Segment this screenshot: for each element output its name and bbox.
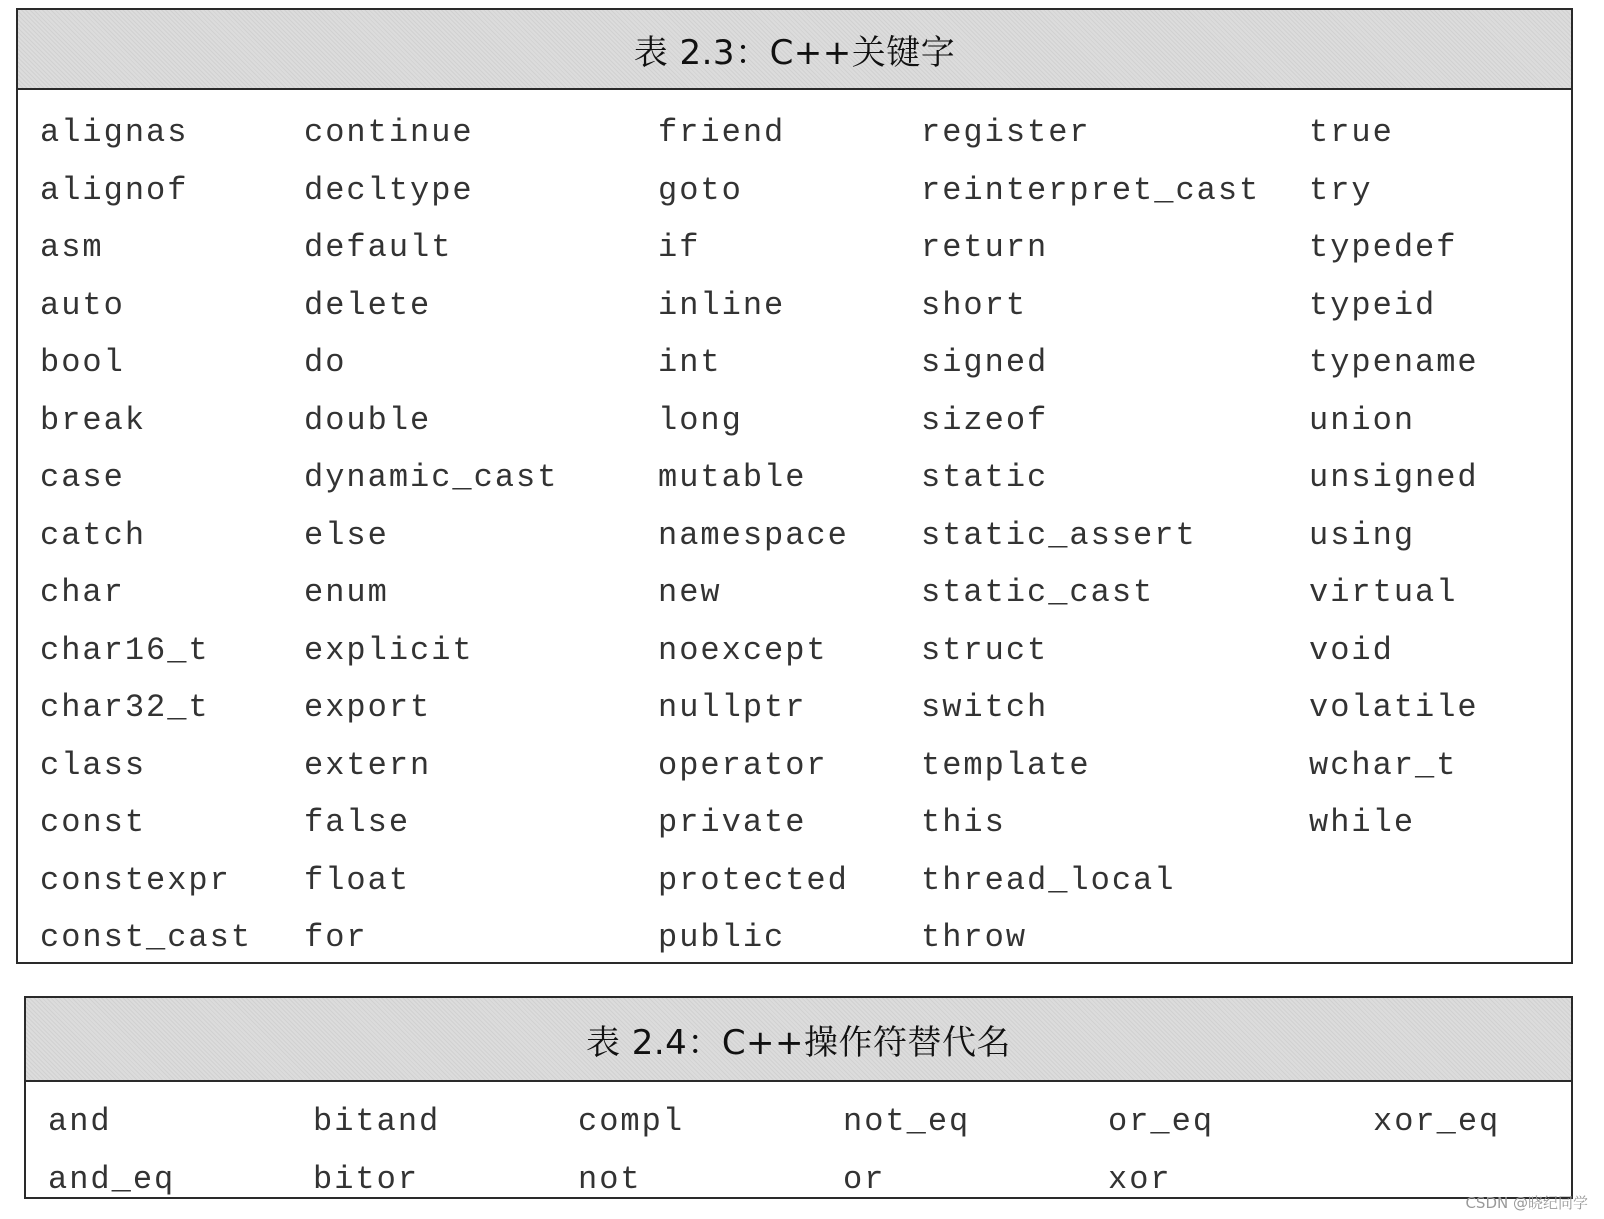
operator-cell: not_eq bbox=[843, 1102, 971, 1140]
keyword-cell: explicit bbox=[304, 631, 474, 669]
keyword-cell: reinterpret_cast bbox=[921, 171, 1261, 209]
keyword-cell: const bbox=[40, 804, 147, 842]
keyword-cell: signed bbox=[921, 344, 1049, 382]
keyword-cell: class bbox=[40, 746, 147, 784]
keyword-cell: void bbox=[1309, 631, 1394, 669]
keyword-cell: mutable bbox=[658, 459, 807, 497]
keyword-cell: static_assert bbox=[921, 516, 1197, 554]
keyword-cell: true bbox=[1309, 114, 1394, 152]
keyword-cell: noexcept bbox=[658, 631, 828, 669]
keyword-cell: do bbox=[304, 344, 347, 382]
keyword-cell: new bbox=[658, 574, 722, 612]
keywords-table-caption: 表 2.3：C++关键字 bbox=[18, 10, 1571, 90]
keyword-cell: if bbox=[658, 229, 701, 267]
keywords-table bbox=[16, 8, 1573, 964]
keyword-cell: enum bbox=[304, 574, 389, 612]
keyword-cell: int bbox=[658, 344, 722, 382]
keyword-cell: nullptr bbox=[658, 689, 807, 727]
keyword-cell: alignas bbox=[40, 114, 189, 152]
keyword-cell: float bbox=[304, 861, 411, 899]
keyword-cell: typename bbox=[1309, 344, 1479, 382]
keyword-cell: operator bbox=[658, 746, 828, 784]
keyword-cell: struct bbox=[921, 631, 1049, 669]
keyword-cell: alignof bbox=[40, 171, 189, 209]
operator-cell: compl bbox=[578, 1102, 685, 1140]
keyword-cell: continue bbox=[304, 114, 474, 152]
keyword-cell: bool bbox=[40, 344, 125, 382]
keyword-cell: friend bbox=[658, 114, 786, 152]
operator-cell: and_eq bbox=[48, 1160, 176, 1198]
keyword-cell: double bbox=[304, 401, 432, 439]
keyword-cell: this bbox=[921, 804, 1006, 842]
keyword-cell: thread_local bbox=[921, 861, 1176, 899]
keyword-cell: dynamic_cast bbox=[304, 459, 559, 497]
keyword-cell: virtual bbox=[1309, 574, 1458, 612]
keyword-cell: goto bbox=[658, 171, 743, 209]
keywords-grid bbox=[18, 90, 1571, 967]
operator-cell: or bbox=[843, 1160, 886, 1198]
keyword-cell: protected bbox=[658, 861, 849, 899]
keyword-cell: typedef bbox=[1309, 229, 1458, 267]
keyword-cell: for bbox=[304, 919, 368, 957]
keyword-cell: long bbox=[658, 401, 743, 439]
keyword-cell: volatile bbox=[1309, 689, 1479, 727]
keyword-cell: asm bbox=[40, 229, 104, 267]
keyword-cell: static bbox=[921, 459, 1049, 497]
keyword-cell: break bbox=[40, 401, 147, 439]
keyword-cell: union bbox=[1309, 401, 1416, 439]
keyword-cell: const_cast bbox=[40, 919, 253, 957]
operator-cell: bitor bbox=[313, 1160, 420, 1198]
keyword-cell: register bbox=[921, 114, 1091, 152]
keyword-cell: export bbox=[304, 689, 432, 727]
operator-cell: xor bbox=[1108, 1160, 1172, 1198]
operator-cell: bitand bbox=[313, 1102, 441, 1140]
keyword-cell: extern bbox=[304, 746, 432, 784]
operator-alternatives-table bbox=[24, 996, 1573, 1199]
keyword-cell: char bbox=[40, 574, 125, 612]
keyword-cell: while bbox=[1309, 804, 1416, 842]
keyword-cell: else bbox=[304, 516, 389, 554]
keyword-cell: typeid bbox=[1309, 286, 1437, 324]
keyword-cell: unsigned bbox=[1309, 459, 1479, 497]
keyword-cell: case bbox=[40, 459, 125, 497]
keyword-cell: using bbox=[1309, 516, 1416, 554]
keyword-cell: char16_t bbox=[40, 631, 210, 669]
keyword-cell: char32_t bbox=[40, 689, 210, 727]
keyword-cell: throw bbox=[921, 919, 1028, 957]
keyword-cell: short bbox=[921, 286, 1028, 324]
keyword-cell: switch bbox=[921, 689, 1049, 727]
keyword-cell: default bbox=[304, 229, 453, 267]
operator-table-caption: 表 2.4：C++操作符替代名 bbox=[26, 998, 1571, 1082]
keyword-cell: sizeof bbox=[921, 401, 1049, 439]
keyword-cell: return bbox=[921, 229, 1049, 267]
operator-cell: and bbox=[48, 1102, 112, 1140]
keyword-cell: catch bbox=[40, 516, 147, 554]
operator-cell: xor_eq bbox=[1373, 1102, 1501, 1140]
keyword-cell: constexpr bbox=[40, 861, 231, 899]
keyword-cell: wchar_t bbox=[1309, 746, 1458, 784]
keyword-cell: delete bbox=[304, 286, 432, 324]
operator-cell: or_eq bbox=[1108, 1102, 1215, 1140]
keyword-cell: false bbox=[304, 804, 411, 842]
keyword-cell: namespace bbox=[658, 516, 849, 554]
keyword-cell: static_cast bbox=[921, 574, 1155, 612]
watermark: CSDN @晓纪同学 bbox=[1465, 1194, 1588, 1212]
keyword-cell: decltype bbox=[304, 171, 474, 209]
operator-cell: not bbox=[578, 1160, 642, 1198]
keyword-cell: inline bbox=[658, 286, 786, 324]
keyword-cell: try bbox=[1309, 171, 1373, 209]
keyword-cell: template bbox=[921, 746, 1091, 784]
keyword-cell: private bbox=[658, 804, 807, 842]
operator-grid bbox=[26, 1082, 1571, 1208]
keyword-cell: public bbox=[658, 919, 786, 957]
keyword-cell: auto bbox=[40, 286, 125, 324]
